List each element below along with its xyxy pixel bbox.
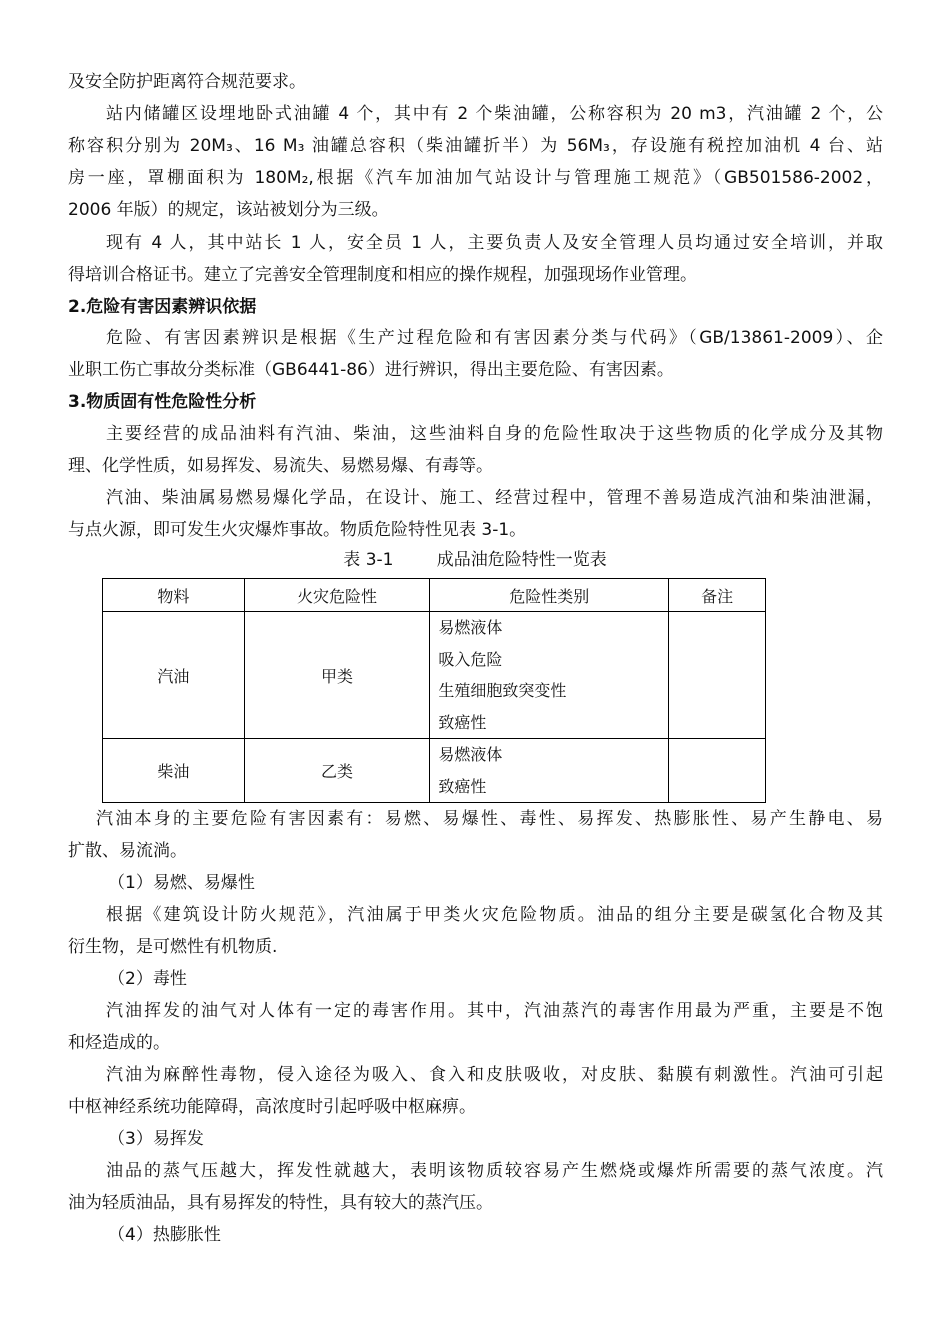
hazard-category-cell (430, 739, 669, 803)
paragraph-line: 衍生物，是可燃性有机物质. (68, 937, 278, 957)
paragraph-line: 汽油为麻醉性毒物，侵入途径为吸入、食入和皮肤吸收，对皮肤、黏膜有刺激性。汽油可引起 (106, 1065, 883, 1085)
paragraph-line: 中枢神经系统功能障碍，高浓度时引起呼吸中枢麻痹。 (68, 1097, 476, 1117)
hazard-category: 易燃液体 (438, 745, 503, 764)
paragraph-line: 油为轻质油品，具有易挥发的特性，具有较大的蒸汽压。 (68, 1193, 493, 1213)
table-header-cell: 备注 (669, 579, 766, 612)
paragraph-line: 主要经营的成品油料有汽油、柴油，这些油料自身的危险性取决于这些物质的化学成分及其物 (106, 424, 883, 444)
hazard-category: 吸入危险 (438, 649, 503, 669)
table-header-cell: 火灾危险性 (244, 579, 430, 612)
table-row (103, 739, 766, 803)
paragraph-line: 及安全防护距离符合规范要求。 (68, 72, 306, 92)
paragraph-line: 与点火源，即可发生火灾爆炸事故。物质危险特性见表 3-1。 (68, 520, 527, 540)
hazard-category: 易燃液体 (438, 618, 503, 637)
paragraph-line: 汽油挥发的油气对人体有一定的毒害作用。其中，汽油蒸汽的毒害作用最为严重，主要是不饱 (106, 1001, 883, 1021)
note-cell (669, 612, 766, 739)
section-heading: 2.危险有害因素辨识依据 (68, 297, 257, 317)
material-cell: 汽油 (103, 612, 245, 739)
subsection-heading: （1）易燃、易爆性 (108, 873, 255, 893)
fire-class-cell: 乙类 (244, 739, 430, 803)
hazard-category: 致癌性 (438, 776, 487, 796)
material-cell: 柴油 (103, 739, 245, 803)
paragraph-line: 业职工伤亡事故分类标准（GB6441-86）进行辨识，得出主要危险、有害因素。 (68, 360, 674, 380)
paragraph-line: 根据《建筑设计防火规范》，汽油属于甲类火灾危险物质。油品的组分主要是碳氢化合物及其 (106, 905, 883, 925)
hazard-category: 生殖细胞致突变性 (438, 681, 567, 700)
hazard-category: 致癌性 (438, 712, 487, 732)
paragraph-line: 得培训合格证书。建立了完善安全管理制度和相应的操作规程，加强现场作业管理。 (68, 265, 697, 285)
subsection-heading: （3）易挥发 (108, 1129, 204, 1149)
section-heading: 3.物质固有性危险性分析 (68, 392, 257, 412)
paragraph-line: 油品的蒸气压越大，挥发性就越大，表明该物质较容易产生燃烧或爆炸所需要的蒸气浓度。汽 (106, 1161, 883, 1181)
paragraph-line: 汽油、柴油属易燃易爆化学品，在设计、施工、经营过程中，管理不善易造成汽油和柴油泄漏， (106, 488, 883, 508)
paragraph-line: 2006 年版）的规定，该站被划分为三级。 (68, 200, 389, 220)
paragraph-line: 称容积分别为 20M₃、16 M₃ 油罐总容积（柴油罐折半）为 56M₃，存设施有税控加油机 4 台、站 (68, 136, 883, 156)
hazard-table (102, 578, 766, 803)
paragraph-line: 站内储罐区设埋地卧式油罐 4 个，其中有 2 个柴油罐，公称容积为 20 m3，汽油罐 2 个，公 (106, 104, 883, 124)
paragraph-line: 危险、有害因素辨识是根据《生产过程危险和有害因素分类与代码》（GB/13861-2009）、企 (106, 328, 883, 348)
table-caption: 表 3-1 成品油危险特性一览表 (343, 550, 607, 570)
fire-class-cell: 甲类 (244, 612, 430, 739)
table-row (103, 612, 766, 739)
subsection-heading: （4）热膨胀性 (108, 1225, 221, 1245)
paragraph-line: 房一座，罩棚面积为 180M₂,根据《汽车加油加气站设计与管理施工规范》（GB501586-2002， (68, 168, 883, 188)
paragraph-line: 扩散、易流淌。 (68, 841, 187, 861)
table-header-row (103, 579, 766, 612)
hazard-category-cell (430, 612, 669, 739)
paragraph-line: 现有 4 人，其中站长 1 人，安全员 1 人，主要负责人及安全管理人员均通过安全培训，并取 (106, 233, 883, 253)
paragraph-line: 和烃造成的。 (68, 1033, 170, 1053)
note-cell (669, 739, 766, 803)
paragraph-line: 理、化学性质，如易挥发、易流失、易燃易爆、有毒等。 (68, 456, 493, 476)
subsection-heading: （2）毒性 (108, 969, 187, 989)
paragraph-line: 汽油本身的主要危险有害因素有：易燃、易爆性、毒性、易挥发、热膨胀性、易产生静电、易 (96, 809, 883, 829)
table-header-cell: 物料 (103, 579, 245, 612)
table-header-cell: 危险性类别 (430, 579, 669, 612)
